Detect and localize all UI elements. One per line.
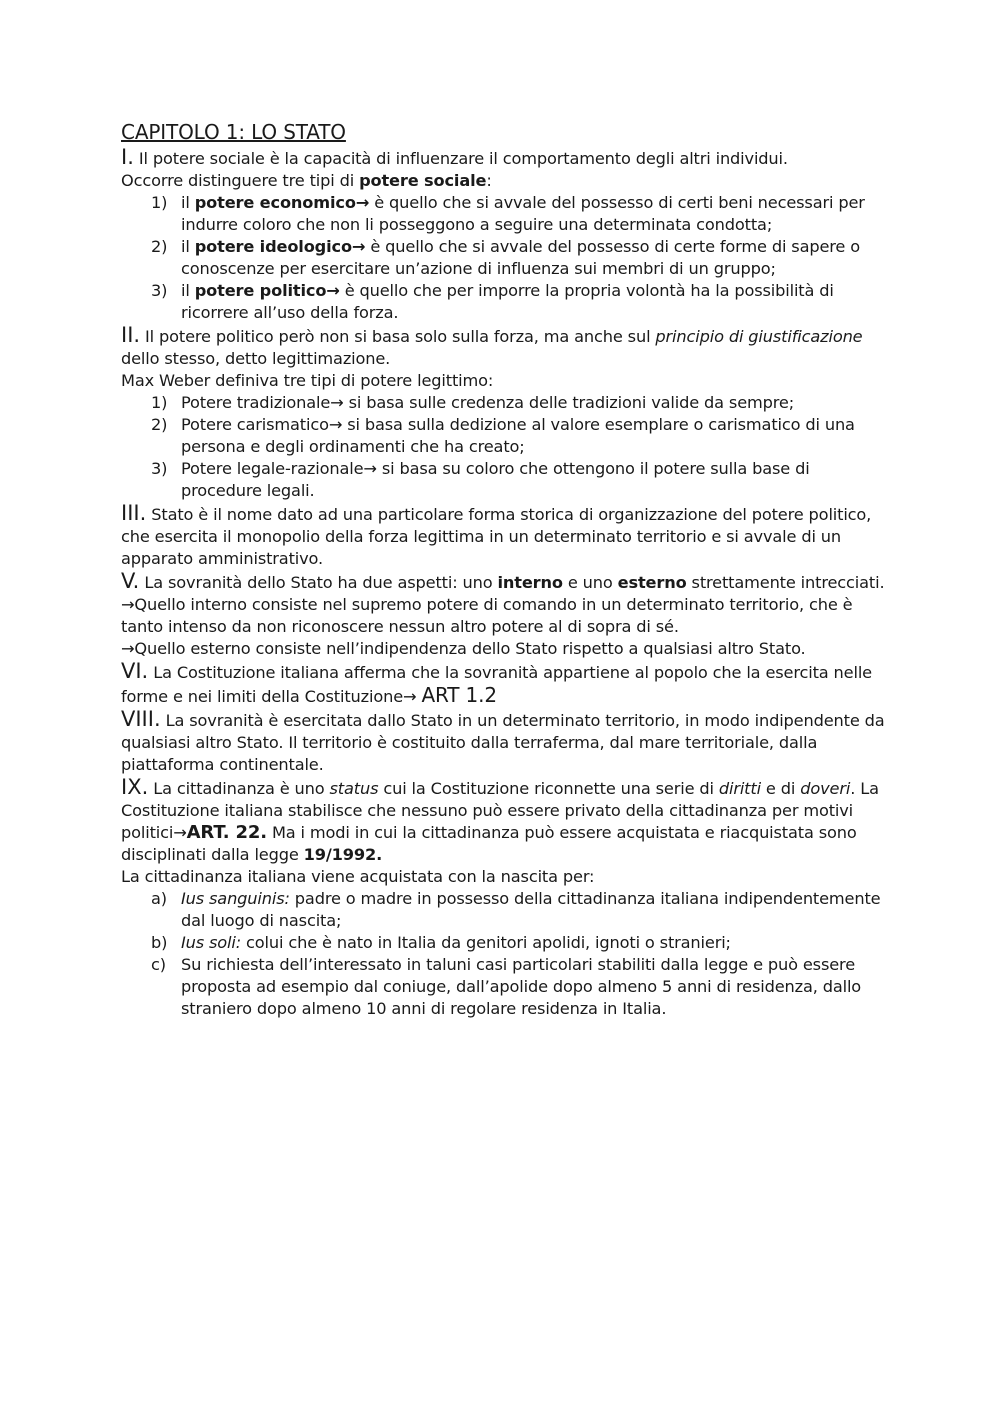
section-9-list: [121, 888, 891, 1020]
list-item: b) Ius soli: colui che è nato in Italia da genitori apolidi, ignoti o stranieri;: [151, 933, 731, 952]
list-item: 2) Potere carismatico→ si basa sulla dedizione al valore esemplare o carismatico di una persona e degli ordinamenti che ha creato;: [151, 415, 855, 456]
section-3: III. Stato è il nome dato ad una particolare forma storica di organizzazione del potere politico, che esercita il monopolio della forza legittima in un determinato territorio e si avvale di un apparato amministrativo.: [121, 501, 872, 568]
list-item: a) Ius sanguinis: padre o madre in possesso della cittadinanza italiana indipendentemente dal luogo di nascita;: [151, 889, 881, 930]
section-number: VI.: [121, 659, 149, 683]
list-item: 2) il potere ideologico→ è quello che si avvale del possesso di certe forme di sapere o conoscenze per esercitare un’azione di influenza sui membri di un gruppo;: [151, 237, 860, 278]
section-number: III.: [121, 501, 147, 525]
section-number: VIII.: [121, 707, 161, 731]
section-5-external: →Quello esterno consiste nell’indipendenza dello Stato rispetto a qualsiasi altro Stato.: [121, 639, 806, 658]
article-reference: ART. 22.: [186, 822, 267, 843]
section-number: II.: [121, 323, 141, 347]
section-5-internal: →Quello interno consiste nel supremo potere di comando in un determinato territorio, che è tanto intenso da non riconoscere nessun altro potere al di sopra di sé.: [121, 595, 853, 636]
section-1-list: [121, 192, 891, 324]
document-page: [121, 118, 891, 1020]
chapter-title: CAPITOLO 1: LO STATO: [121, 120, 346, 144]
section-1-line2: Occorre distinguere tre tipi di potere sociale:: [121, 171, 492, 190]
section-8: VIII. La sovranità è esercitata dallo Stato in un determinato territorio, in modo indipendente da qualsiasi altro Stato. Il territorio è costituito dalla terraferma, dal mare territoriale, dalla piattaforma continentale.: [121, 707, 885, 774]
section-number: I.: [121, 145, 134, 169]
list-item: 1) il potere economico→ è quello che si avvale del possesso di certi beni necessari per indurre coloro che non li posseggono a seguire una determinata condotta;: [151, 193, 865, 234]
section-2-line2: Max Weber definiva tre tipi di potere legittimo:: [121, 371, 494, 390]
law-reference: 19/1992.: [303, 845, 383, 864]
section-number: IX.: [121, 775, 149, 799]
section-9: IX. La cittadinanza è uno status cui la Costituzione riconnette una serie di diritti e di doveri. La Costituzione italiana stabilisce che nessuno può essere privato della cittadinanza per motivi politici→ART. 22. Ma i modi in cui la cittadinanza può essere acquistata e riacquistata sono disciplinati dalla legge 19/1992.: [121, 775, 879, 864]
list-item: 3) il potere politico→ è quello che per imporre la propria volontà ha la possibilità di ricorrere all’uso della forza.: [151, 281, 834, 322]
list-item: 1) Potere tradizionale→ si basa sulle credenza delle tradizioni valide da sempre;: [151, 393, 795, 412]
section-6: VI. La Costituzione italiana afferma che la sovranità appartiene al popolo che la esercita nelle forme e nei limiti della Costituzione→ ART 1.2: [121, 659, 872, 707]
section-2-list: [121, 392, 891, 502]
section-2-intro: II. Il potere politico però non si basa solo sulla forza, ma anche sul principio di giustificazione dello stesso, detto legittimazione.: [121, 323, 863, 368]
article-reference: ART 1.2: [421, 683, 497, 707]
section-number: V.: [121, 569, 140, 593]
list-item: 3) Potere legale-razionale→ si basa su coloro che ottengono il potere sulla base di procedure legali.: [151, 459, 810, 500]
section-5: V. La sovranità dello Stato ha due aspetti: uno interno e uno esterno strettamente intrecciati.: [121, 569, 885, 593]
list-item: c) Su richiesta dell’interessato in taluni casi particolari stabiliti dalla legge e può essere proposta ad esempio dal coniuge, dall’apolide dopo almeno 5 anni di residenza, dallo straniero dopo almeno 10 anni di regolare residenza in Italia.: [151, 955, 862, 1018]
section-9-line2: La cittadinanza italiana viene acquistata con la nascita per:: [121, 867, 595, 886]
section-1-intro: I. Il potere sociale è la capacità di influenzare il comportamento degli altri individui.: [121, 145, 788, 169]
